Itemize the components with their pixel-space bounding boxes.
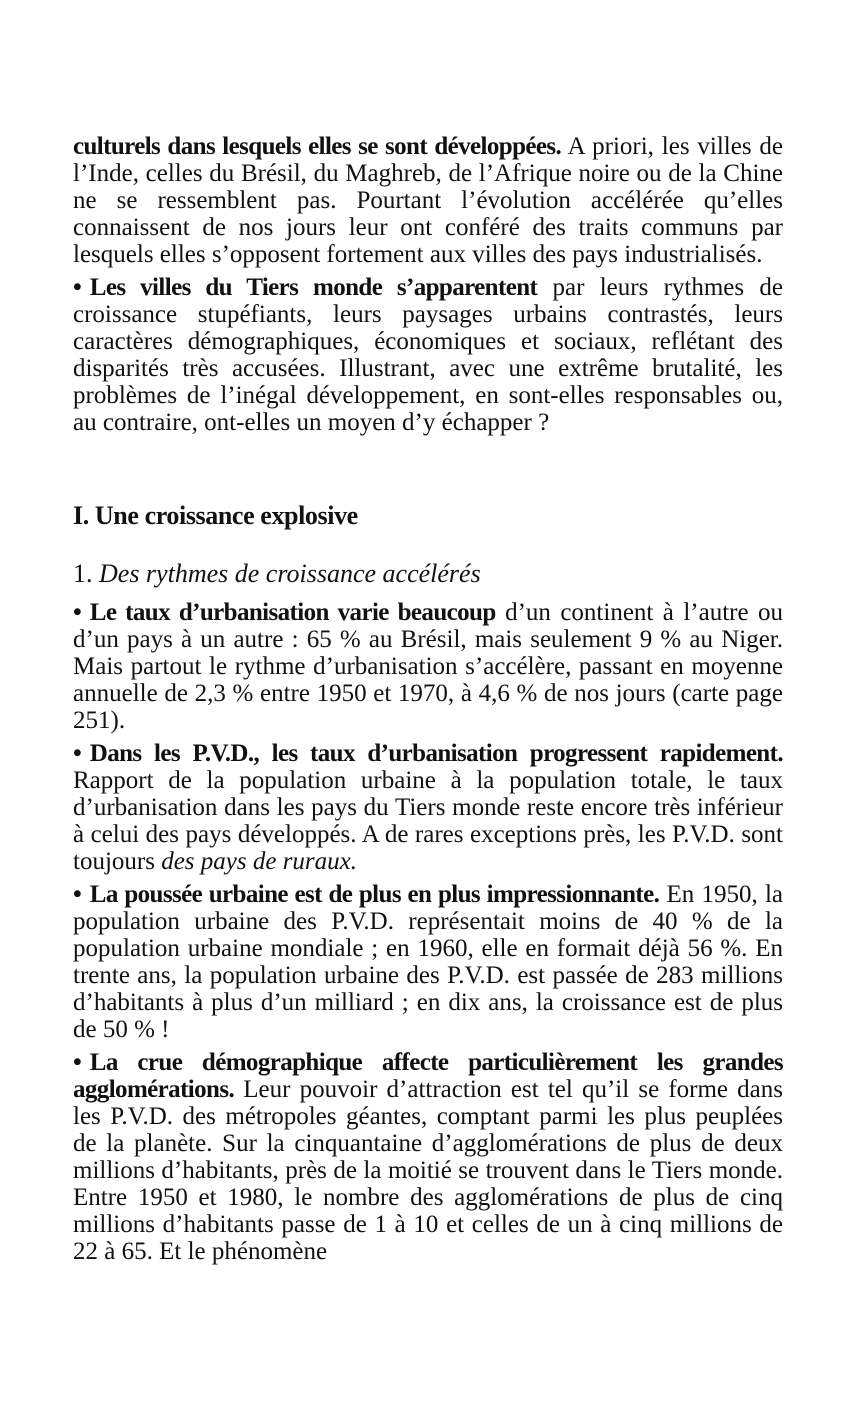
paragraph-text: par leurs rythmes de croissance stupéfiants, leurs paysages urbains contrastés, leurs caractères démographiques, économiques et sociaux, reflétant des disparités très accusées. Illustrant, avec une extrême brutalité, les problèmes de l’inégal développement, en sont-elles responsables ou, au contraire, ont-elles un moyen d’y échapper ? (73, 274, 783, 436)
paragraph-bold-lead: Dans les P.V.D., les taux d’urbanisation progressent rapidement. (89, 740, 783, 767)
bullet-icon: • (73, 740, 82, 767)
paragraph-bold-lead: Le taux d’urbanisation varie beaucoup (89, 599, 496, 626)
bullet-icon: • (73, 881, 82, 908)
paragraph-taux-urbanisation (73, 599, 783, 734)
paragraph-text: Rapport de la population urbaine à la population totale, le taux d’urbanisation dans les pays du Tiers monde reste encore très inférieur à celui des pays développés. A de rares exceptions près, les P.V.D. sont toujours (73, 767, 783, 875)
paragraph-text: En 1950, la population urbaine des P.V.D. représentait moins de 40 % de la population urbaine mondiale ; en 1960, elle en formait déjà 56 %. En trente ans, la population urbaine des P.V.D. est passée de 283 millions d’habitants à plus d’un milliard ; en dix ans, la croissance est de plus de 50 % ! (73, 881, 783, 1043)
section-heading: I. Une croissance explosive (73, 501, 358, 530)
intro-bold-lead: culturels dans lesquels elles se sont développées. (73, 133, 562, 160)
paragraph-bold-lead: Les villes du Tiers monde s’apparentent (89, 274, 538, 301)
subsection-heading (73, 559, 783, 589)
bullet-icon: • (73, 1049, 82, 1076)
paragraph-pvd (73, 740, 783, 875)
intro-text: A priori, les villes de l’Inde, celles du Brésil, du Maghreb, de l’Afrique noire ou de la Chine ne se ressemblent pas. Pourtant l’évolution accélérée qu’elles connaissent de nos jours leur ont conféré des traits communs par lesquels elles s’opposent fortement aux villes des pays industrialisés. (73, 133, 783, 268)
bullet-icon: • (73, 274, 82, 301)
paragraph-bold-lead: La poussée urbaine est de plus en plus impressionnante. (89, 881, 660, 908)
paragraph-text: d’un continent à l’autre ou d’un pays à un autre : 65 % au Brésil, mais seulement 9 % au Niger. Mais partout le rythme d’urbanisation s’accélère, passant en moyenne annuelle de 2,3 % entre 1950 et 1970, à 4,6 % de nos jours (carte page 251). (73, 599, 783, 734)
paragraph-bold-lead: La crue démographique affecte particulièrement les grandes agglomérations. (73, 1049, 783, 1103)
paragraph-italic: des pays de ruraux. (161, 848, 358, 875)
paragraph-tiers-monde (73, 274, 783, 436)
paragraph-crue-demographique (73, 1049, 783, 1265)
page-content (73, 133, 783, 1271)
paragraph-text: Leur pouvoir d’attraction est tel qu’il se forme dans les P.V.D. des métropoles géantes, comptant parmi les plus peuplées de la planète. Sur la cinquantaine d’agglomérations de plus de deux millions d’habitants, près de la moitié se trouvent dans le Tiers monde. Entre 1950 et 1980, le nombre des agglomérations de plus de cinq millions d’habitants passe de 1 à 10 et celles de un à cinq millions de 22 à 65. Et le phénomène (73, 1076, 783, 1265)
intro-paragraph (73, 133, 783, 268)
subsection-title: Des rythmes de croissance accélérés (99, 559, 481, 588)
bullet-icon: • (73, 599, 82, 626)
subsection-number: 1. (73, 559, 93, 588)
paragraph-poussee-urbaine (73, 881, 783, 1043)
